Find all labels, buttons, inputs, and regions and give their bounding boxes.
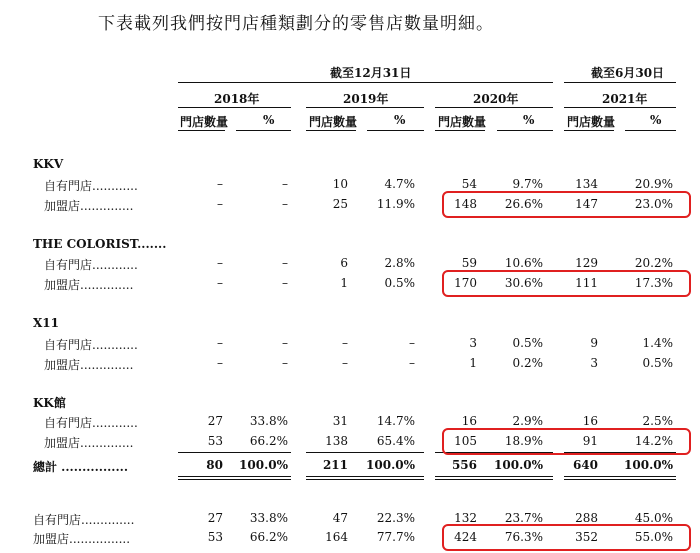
table-cell: 22.3% (376, 511, 415, 525)
table-cell: 9 (590, 336, 598, 350)
section-kkv: KKV (33, 157, 64, 171)
table-cell: 23.0% (634, 197, 673, 211)
table-cell: 20.2% (634, 256, 673, 270)
table-cell: 2.9% (512, 414, 543, 428)
table-cell: – (282, 276, 288, 290)
table-cell: – (217, 276, 223, 290)
table-cell: 100.0% (494, 458, 543, 472)
table-cell: 164 (325, 530, 348, 544)
row-label: 加盟店.............. (44, 278, 134, 292)
total-label: 總計 ................ (33, 460, 129, 474)
table-cell: 30.6% (504, 276, 543, 290)
table-cell: – (282, 197, 288, 211)
table-cell: 100.0% (239, 458, 288, 472)
table-cell: – (342, 336, 348, 350)
table-cell: 14.7% (376, 414, 415, 428)
table-cell: 424 (454, 530, 477, 544)
sub-rule (564, 130, 614, 131)
table-cell: – (282, 336, 288, 350)
table-cell: 111 (575, 276, 598, 290)
col-count-2021: 門店數量 (567, 115, 616, 129)
period-dec31: 截至12月31日 (330, 66, 412, 80)
table-cell: 100.0% (624, 458, 673, 472)
year-rule-2018 (178, 107, 291, 108)
year-2018: 2018年 (214, 92, 260, 106)
table-cell: 76.3% (504, 530, 543, 544)
table-cell: – (282, 356, 288, 370)
table-cell: 80 (206, 458, 223, 472)
table-cell: 3 (590, 356, 598, 370)
year-rule-2019 (306, 107, 424, 108)
table-cell: 47 (332, 511, 348, 525)
table-cell: 53 (207, 530, 223, 544)
row-label: 加盟店.............. (44, 436, 134, 450)
col-count-2019: 門店數量 (309, 115, 358, 129)
table-rule (178, 479, 291, 480)
sub-rule (435, 130, 485, 131)
table-cell: 1 (340, 276, 348, 290)
table-cell: 0.2% (512, 356, 543, 370)
table-cell: – (282, 177, 288, 191)
table-cell: 91 (582, 434, 598, 448)
table-cell: – (217, 177, 223, 191)
table-rule (306, 479, 424, 480)
table-cell: 4.7% (384, 177, 415, 191)
table-rule (435, 476, 553, 477)
table-rule (178, 452, 291, 453)
col-pct-2019: % (394, 113, 406, 127)
table-cell: – (409, 356, 415, 370)
table-cell: 100.0% (366, 458, 415, 472)
table-cell: 45.0% (634, 511, 673, 525)
row-label: 加盟店.............. (44, 358, 134, 372)
table-cell: 0.5% (642, 356, 673, 370)
table-cell: 0.5% (512, 336, 543, 350)
table-cell: 170 (454, 276, 477, 290)
col-pct-2020: % (523, 113, 535, 127)
year-2021: 2021年 (602, 92, 648, 106)
table-cell: 556 (451, 458, 477, 472)
col-pct-2018: % (263, 113, 275, 127)
table-cell: – (282, 256, 288, 270)
table-cell: 640 (572, 458, 598, 472)
table-cell: 16 (461, 414, 477, 428)
table-cell: 138 (325, 434, 348, 448)
table-cell: 288 (575, 511, 598, 525)
summary-label: 加盟店................ (33, 532, 131, 546)
sub-rule (497, 130, 553, 131)
table-cell: 33.8% (249, 511, 288, 525)
header-rule-b (564, 82, 676, 83)
row-label: 自有門店............ (44, 258, 138, 272)
table-cell: 59 (461, 256, 477, 270)
table-cell: 2.8% (384, 256, 415, 270)
table-cell: 11.9% (376, 197, 415, 211)
year-2019: 2019年 (343, 92, 389, 106)
period-jun30: 截至6月30日 (591, 66, 665, 80)
section-kkguan: KK館 (33, 396, 66, 410)
table-cell: 23.7% (504, 511, 543, 525)
table-cell: 27 (207, 511, 223, 525)
row-label: 自有門店............ (44, 179, 138, 193)
table-cell: 27 (207, 414, 223, 428)
table-cell: – (217, 197, 223, 211)
sub-rule (625, 130, 676, 131)
header-rule-a (178, 82, 553, 83)
table-cell: 10.6% (504, 256, 543, 270)
col-pct-2021: % (650, 113, 662, 127)
year-rule-2021 (564, 107, 676, 108)
table-cell: 16 (582, 414, 598, 428)
table-rule (306, 452, 424, 453)
table-rule (564, 476, 676, 477)
table-cell: 54 (461, 177, 477, 191)
table-cell: 25 (332, 197, 348, 211)
table-cell: 9.7% (512, 177, 543, 191)
row-label: 自有門店............ (44, 416, 138, 430)
table-cell: – (217, 256, 223, 270)
table-cell: 10 (332, 177, 348, 191)
table-cell: 352 (575, 530, 598, 544)
table-cell: 66.2% (249, 530, 288, 544)
table-cell: 0.5% (384, 276, 415, 290)
table-rule (564, 479, 676, 480)
table-cell: 65.4% (376, 434, 415, 448)
table-cell: 18.9% (504, 434, 543, 448)
table-cell: 20.9% (634, 177, 673, 191)
table-cell: 31 (332, 414, 348, 428)
sub-rule (236, 130, 291, 131)
row-label: 加盟店.............. (44, 199, 134, 213)
section-colorist: THE COLORIST....... (33, 237, 167, 251)
year-2020: 2020年 (473, 92, 519, 106)
table-cell: 55.0% (634, 530, 673, 544)
highlight-box-kkguan (442, 428, 691, 455)
table-cell: – (217, 336, 223, 350)
table-cell: 1.4% (642, 336, 673, 350)
table-cell: 134 (575, 177, 598, 191)
row-label: 自有門店............ (44, 338, 138, 352)
table-cell: 33.8% (249, 414, 288, 428)
table-rule (306, 476, 424, 477)
table-cell: 129 (575, 256, 598, 270)
table-cell: – (217, 356, 223, 370)
table-cell: 147 (575, 197, 598, 211)
table-rule (435, 479, 553, 480)
table-cell: 14.2% (634, 434, 673, 448)
table-cell: 77.7% (376, 530, 415, 544)
table-rule (178, 476, 291, 477)
sub-rule (306, 130, 356, 131)
table-cell: 211 (322, 458, 348, 472)
table-cell: 1 (469, 356, 477, 370)
table-cell: 66.2% (249, 434, 288, 448)
col-count-2018: 門店數量 (180, 115, 229, 129)
sub-rule (178, 130, 225, 131)
table-cell: 17.3% (634, 276, 673, 290)
intro-text: 下表載列我們按門店種類劃分的零售店數量明細。 (98, 14, 494, 34)
year-rule-2020 (435, 107, 553, 108)
table-cell: – (342, 356, 348, 370)
sub-rule (367, 130, 424, 131)
col-count-2020: 門店數量 (438, 115, 487, 129)
table-cell: 53 (207, 434, 223, 448)
table-cell: – (409, 336, 415, 350)
highlight-box-colorist (442, 270, 691, 297)
table-cell: 148 (454, 197, 477, 211)
highlight-box-summary (442, 524, 691, 551)
table-cell: 2.5% (642, 414, 673, 428)
table-cell: 132 (454, 511, 477, 525)
table-cell: 26.6% (504, 197, 543, 211)
table-cell: 6 (340, 256, 348, 270)
section-x11: X11 (33, 316, 60, 330)
highlight-box-kkv (442, 191, 691, 218)
summary-label: 自有門店.............. (33, 513, 135, 527)
table-cell: 105 (454, 434, 477, 448)
table-cell: 3 (469, 336, 477, 350)
